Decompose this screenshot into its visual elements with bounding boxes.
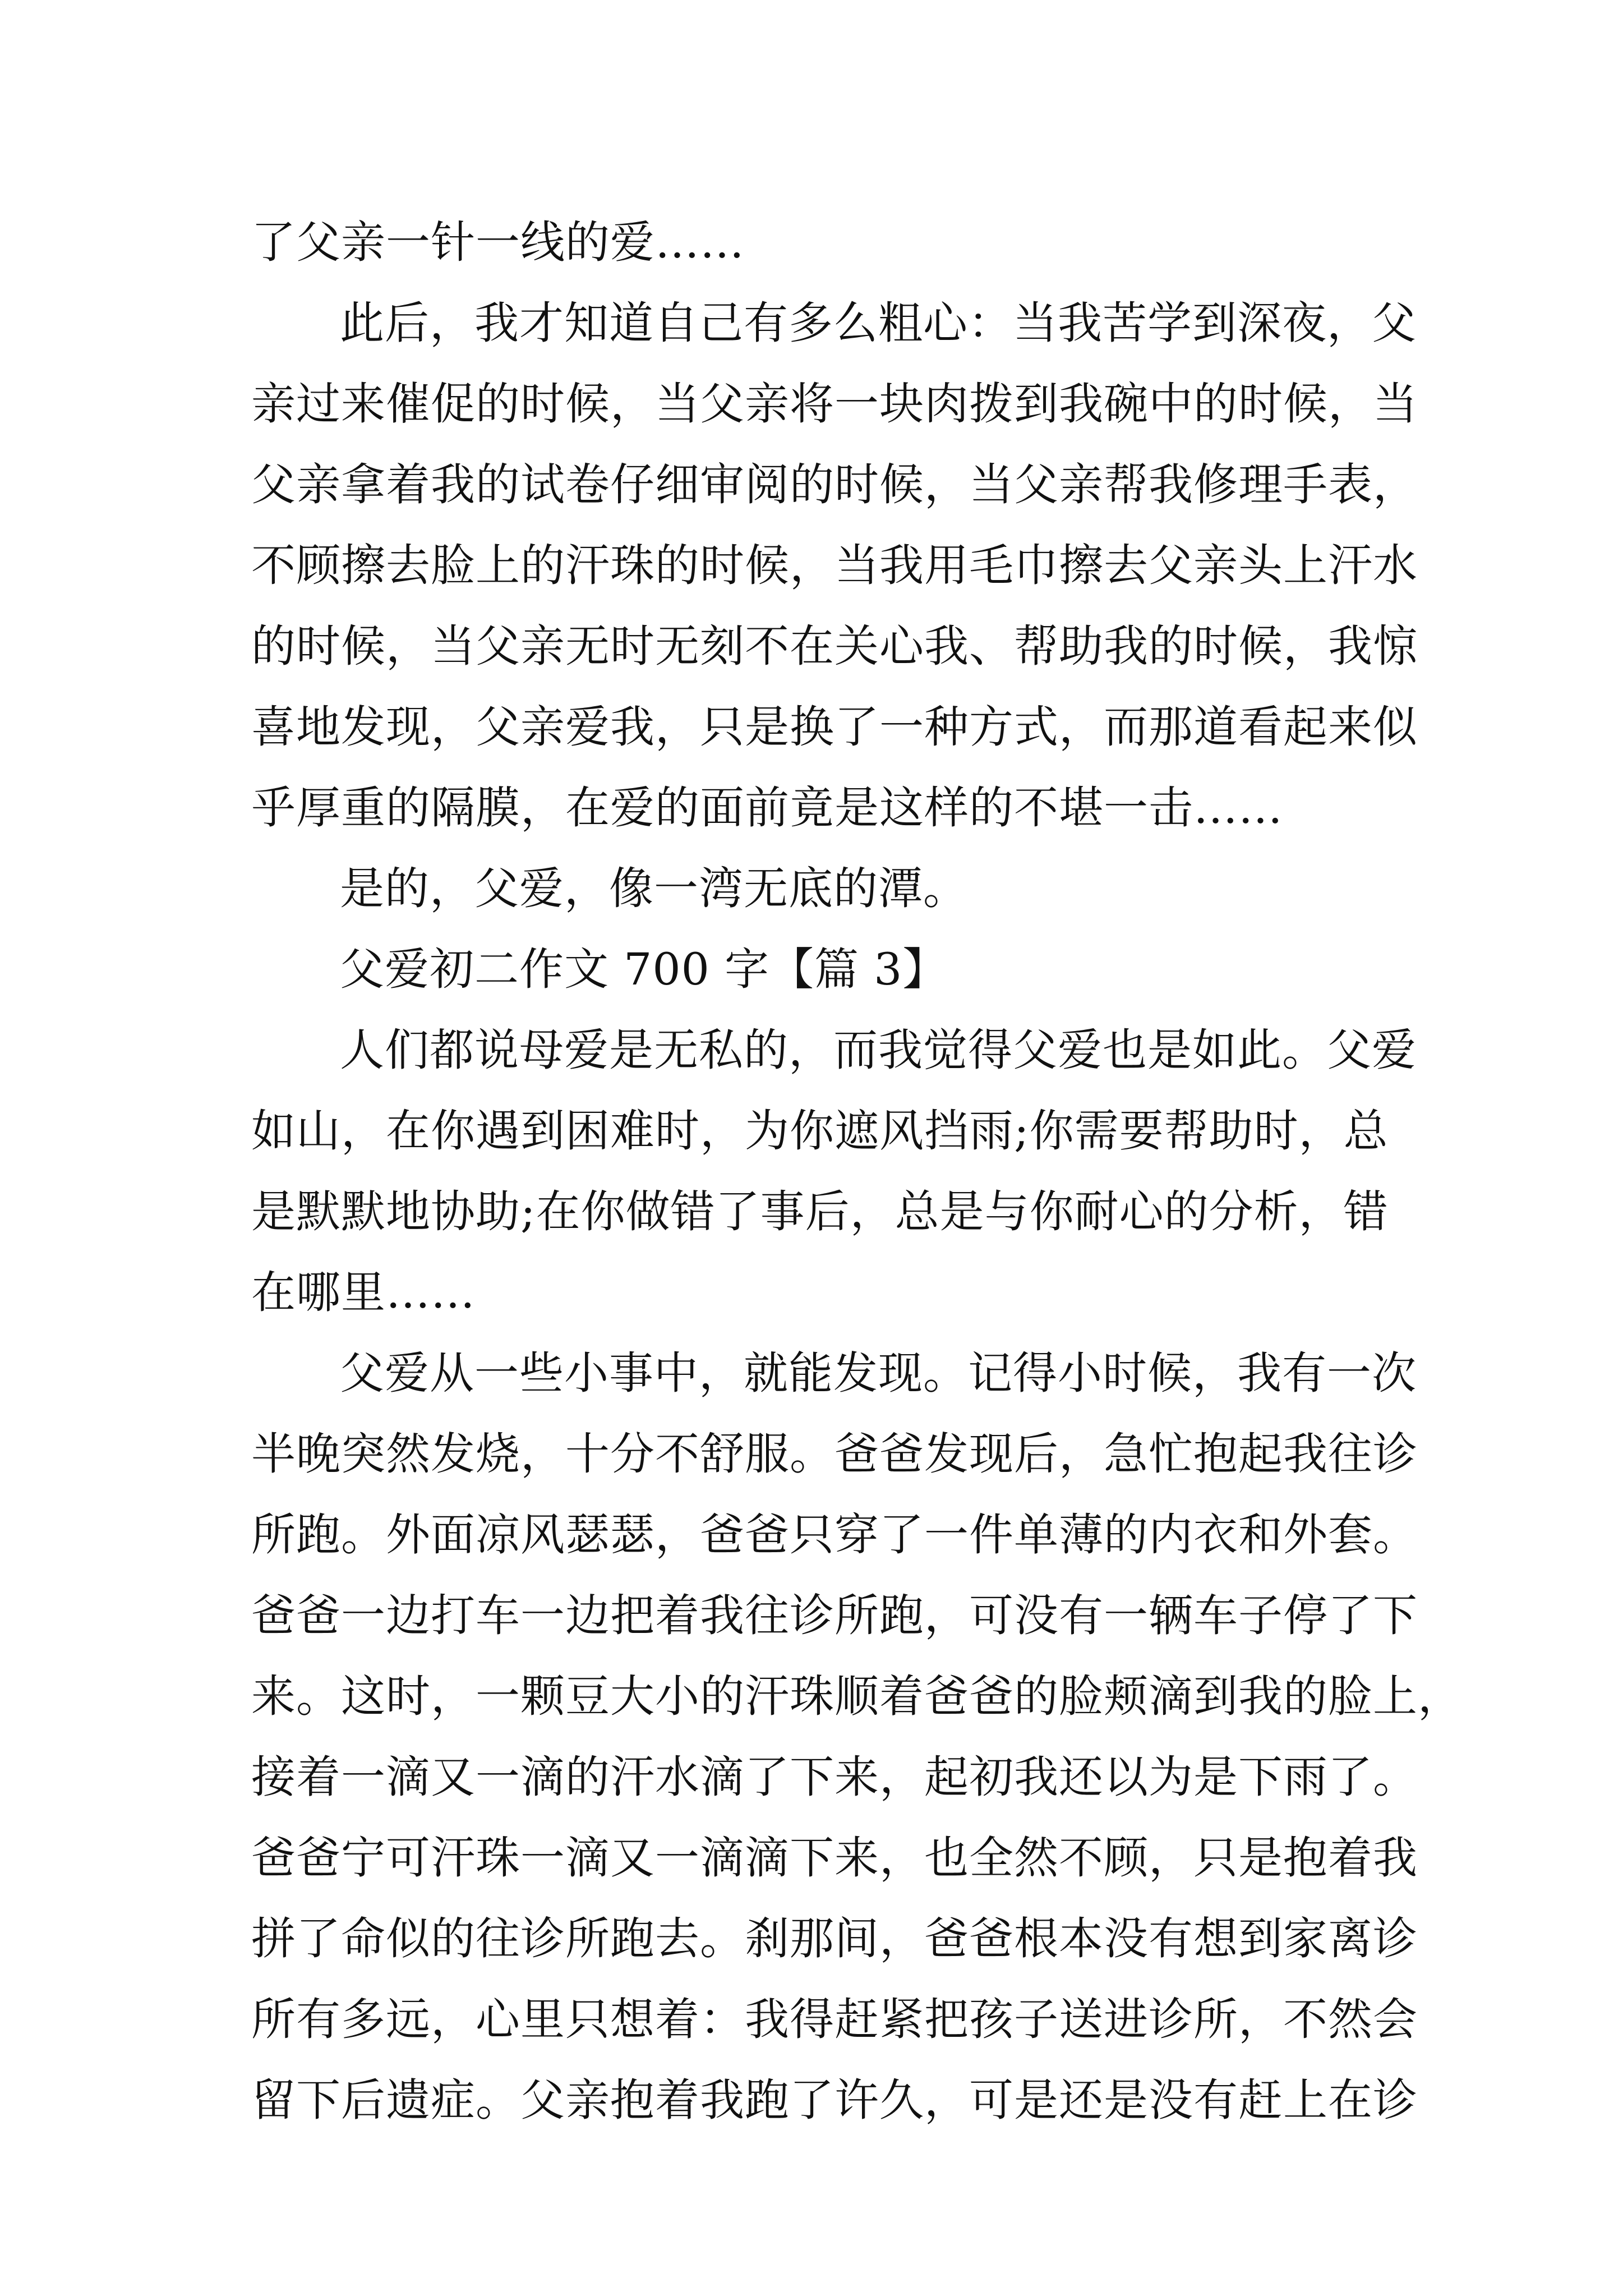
text-line: 拼了命似的往诊所跑去。刹那间，爸爸根本没有想到家离诊 (251, 1913, 1418, 1964)
text-line: 所跑。外面凉风瑟瑟，爸爸只穿了一件单薄的内衣和外套。 (251, 1509, 1418, 1561)
text-line: 的时候，当父亲无时无刻不在关心我、帮助我的时候，我惊 (251, 620, 1418, 672)
text-line: 不顾擦去脸上的汗珠的时候，当我用毛巾擦去父亲头上汗水 (251, 540, 1418, 591)
text-line: 来。这时，一颗豆大小的汗珠顺着爸爸的脸颊滴到我的脸上， (251, 1671, 1463, 1722)
text-line: 如山，在你遇到困难时，为你遮风挡雨;你需要帮助时，总 (251, 1105, 1389, 1157)
text-line: 接着一滴又一滴的汗水滴了下来，起初我还以为是下雨了。 (251, 1751, 1418, 1803)
text-line: 所有多远，心里只想着：我得赶紧把孩子送进诊所，不然会 (251, 1994, 1418, 2045)
text-line: 是的，父爱，像一湾无底的潭。 (340, 863, 968, 914)
text-line: 亲过来催促的时候，当父亲将一块肉拨到我碗中的时候，当 (251, 378, 1418, 430)
text-line: 父爱从一些小事中，就能发现。记得小时候，我有一次 (340, 1347, 1417, 1399)
text-line: 父亲拿着我的试卷仔细审阅的时候，当父亲帮我修理手表， (251, 459, 1418, 510)
text-line: 在哪里…… (251, 1267, 476, 1318)
text-line: 留下后遗症。父亲抱着我跑了许久，可是还是没有赶上在诊 (251, 2074, 1418, 2126)
text-line: 此后，我才知道自己有多么粗心：当我苦学到深夜，父 (340, 297, 1417, 349)
text-line: 乎厚重的隔膜，在爱的面前竟是这样的不堪一击…… (251, 782, 1283, 834)
section-heading: 父爱初二作文 700 字【篇 3】 (340, 944, 948, 995)
essay-text (251, 202, 1463, 2141)
text-line: 是默默地协助;在你做错了事后，总是与你耐心的分析，错 (251, 1186, 1389, 1237)
text-line: 爸爸一边打车一边把着我往诊所跑，可没有一辆车子停了下 (251, 1590, 1418, 1641)
text-line: 爸爸宁可汗珠一滴又一滴滴下来，也全然不顾，只是抱着我 (251, 1832, 1418, 1884)
text-line: 半晚突然发烧，十分不舒服。爸爸发现后，急忙抱起我往诊 (251, 1428, 1418, 1480)
text-line: 了父亲一针一线的爱…… (251, 217, 745, 268)
text-line: 人们都说母爱是无私的，而我觉得父爱也是如此。父爱 (340, 1024, 1417, 1076)
text-line: 喜地发现，父亲爱我，只是换了一种方式，而那道看起来似 (251, 701, 1418, 753)
